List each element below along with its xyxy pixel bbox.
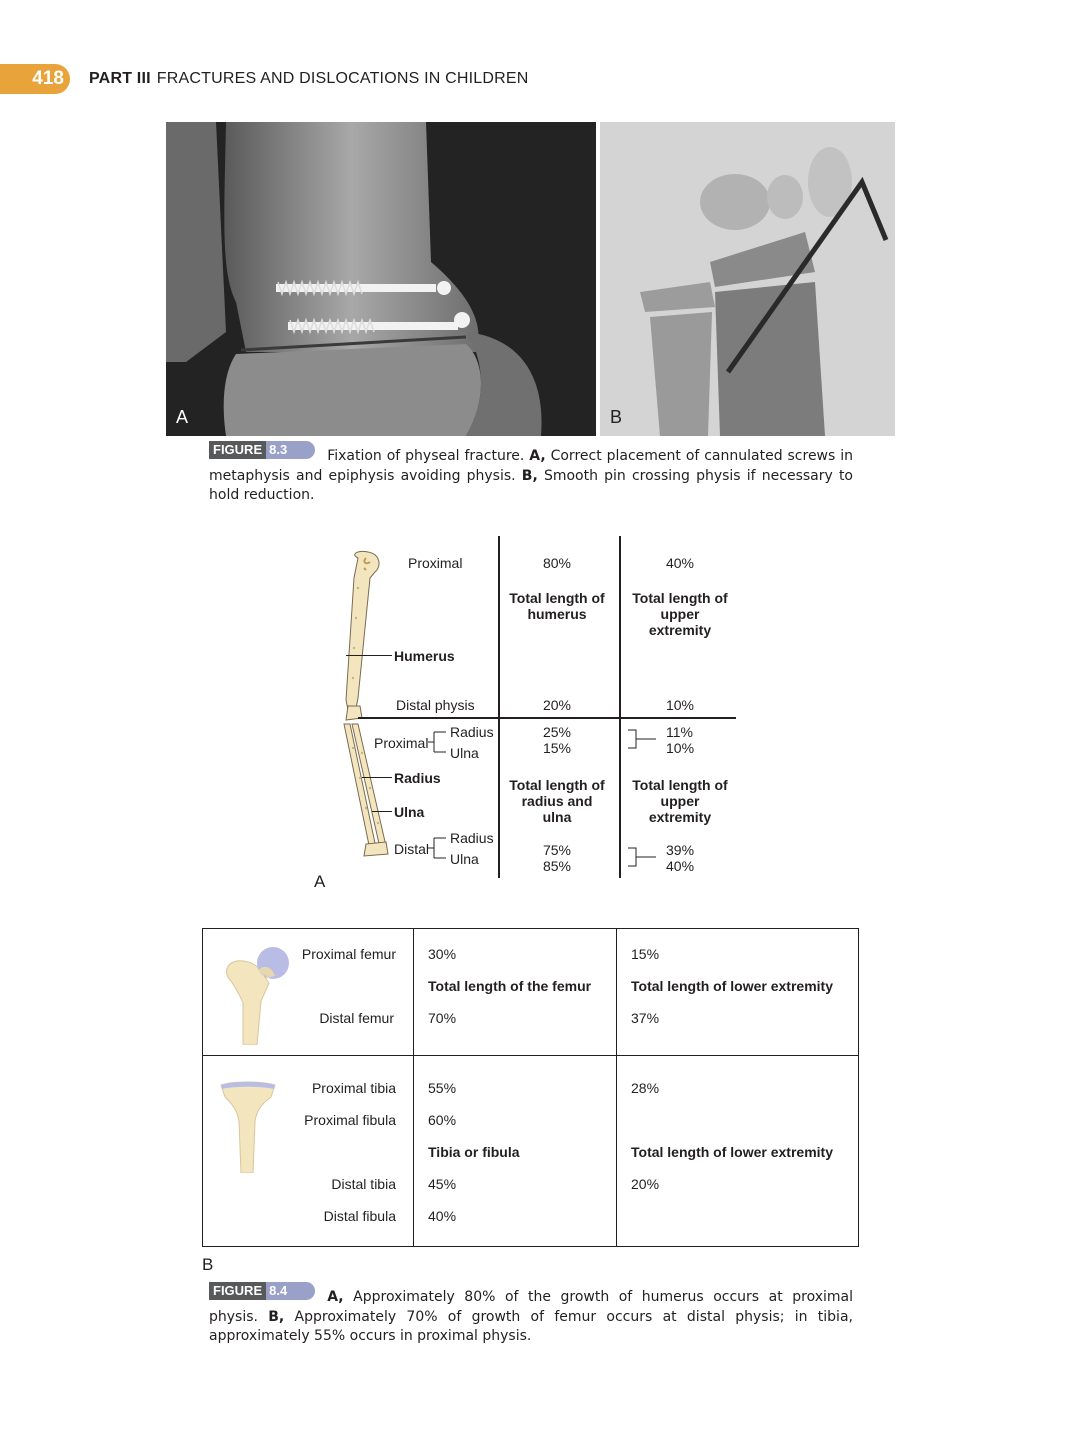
heading-total-length-femur: Total length of the femur bbox=[428, 978, 592, 994]
label-radius: Radius bbox=[394, 770, 441, 786]
heading-total-length-lower-extremity: Total length of lower extremity bbox=[631, 978, 833, 994]
heading-total-length-humerus: Total length of humerus bbox=[509, 590, 605, 622]
tibia-illustration bbox=[219, 1081, 279, 1173]
part-title: FRACTURES AND DISLOCATIONS IN CHILDREN bbox=[156, 70, 529, 87]
table-a-divider-2 bbox=[619, 536, 621, 878]
label-distal-femur: Distal femur bbox=[319, 1010, 394, 1026]
label-humerus: Humerus bbox=[394, 648, 455, 664]
xray-ankle-screws-image bbox=[166, 122, 596, 436]
label-proximal-fibula: Proximal fibula bbox=[304, 1112, 396, 1128]
pct-tibia-proximal: 55% bbox=[428, 1080, 457, 1096]
figure-8-4-panel-b-letter: B bbox=[202, 1255, 214, 1274]
label-radius-distal: Radius bbox=[450, 830, 494, 846]
heading-total-length-lower-extremity-2: Total length of lower extremity bbox=[631, 1144, 833, 1160]
pct-lower-extremity-tibia-proximal: 28% bbox=[631, 1080, 660, 1096]
pct-radius-proximal: 25% bbox=[542, 724, 572, 740]
heading-total-length-upper-extremity-2: Total length of upper extremity bbox=[632, 777, 728, 825]
heading-total-length-upper-extremity: Total length of upper extremity bbox=[632, 590, 728, 638]
pct-ulna-distal: 85% bbox=[542, 858, 572, 874]
bracket-col2-distal-icon bbox=[626, 846, 658, 870]
label-proximal-femur: Proximal femur bbox=[301, 946, 396, 962]
heading-tibia-or-fibula: Tibia or fibula bbox=[428, 1144, 520, 1160]
panel-a-letter: A bbox=[176, 407, 189, 427]
page-number: 418 bbox=[32, 68, 64, 89]
label-proximal-forearm: Proximal bbox=[374, 735, 429, 751]
label-distal-forearm: Distal bbox=[394, 841, 430, 857]
pct-lower-extremity-femur-distal: 37% bbox=[631, 1010, 660, 1026]
label-radius-proximal: Radius bbox=[450, 724, 494, 740]
ulna-leader bbox=[372, 811, 392, 812]
running-head bbox=[89, 70, 529, 88]
label-distal-physis: Distal physis bbox=[396, 697, 475, 713]
pct-upper-radius-distal: 39% bbox=[666, 842, 695, 858]
table-b-divider-2 bbox=[616, 929, 617, 1246]
pct-upper-extremity-proximal: 40% bbox=[665, 555, 695, 571]
arm-bones-illustration bbox=[320, 548, 400, 863]
pct-upper-ulna-proximal: 10% bbox=[666, 740, 695, 756]
panel-b-letter: B bbox=[610, 407, 623, 427]
figure-8-4-panel-a-letter: A bbox=[314, 872, 326, 891]
page-number-tab bbox=[0, 64, 70, 94]
label-ulna: Ulna bbox=[394, 804, 425, 820]
bracket-proximal-icon bbox=[428, 730, 448, 756]
figure-8-3-caption: FIGURE 8.3 Fixation of physeal fracture. A, Correct placement of cannulated screws in metaphysis and epiphysis avoiding physis. B, Smooth pin crossing physis if necessary to hold reduction. bbox=[209, 442, 853, 503]
part-label: PART III bbox=[89, 70, 151, 87]
label-proximal-tibia: Proximal tibia bbox=[311, 1080, 396, 1096]
femur-illustration bbox=[221, 941, 291, 1045]
heading-total-length-radius-ulna: Total length of radius and ulna bbox=[509, 777, 605, 825]
label-proximal: Proximal bbox=[408, 555, 463, 571]
humerus-leader bbox=[346, 655, 392, 656]
pct-upper-radius-proximal: 11% bbox=[666, 724, 693, 740]
pct-femur-distal: 70% bbox=[428, 1010, 457, 1026]
pct-upper-extremity-distal: 10% bbox=[665, 697, 695, 713]
pct-fibula-proximal: 60% bbox=[428, 1112, 457, 1128]
table-b-row-divider bbox=[203, 1055, 858, 1056]
label-ulna-distal: Ulna bbox=[450, 851, 479, 867]
pct-lower-extremity-tibia-distal: 20% bbox=[631, 1176, 660, 1192]
pct-lower-extremity-femur-proximal: 15% bbox=[631, 946, 660, 962]
pct-upper-ulna-distal: 40% bbox=[666, 858, 695, 874]
pct-tibia-distal: 45% bbox=[428, 1176, 457, 1192]
pct-radius-distal: 75% bbox=[542, 842, 572, 858]
pct-fibula-distal: 40% bbox=[428, 1208, 457, 1224]
table-a-divider-1 bbox=[498, 536, 500, 878]
pct-humerus-proximal: 80% bbox=[542, 555, 572, 571]
growth-table-lower-extremity bbox=[202, 928, 859, 1247]
pct-humerus-distal: 20% bbox=[542, 697, 572, 713]
xray-wrist-pin-image bbox=[600, 122, 895, 436]
pct-ulna-proximal: 15% bbox=[542, 740, 572, 756]
bracket-col2-proximal-icon bbox=[626, 728, 658, 752]
figure-8-4-caption: FIGURE 8.4 A, Approximately 80% of the growth of humerus occurs at proximal physis. B, Approximately 70% of growth of femur occurs at distal physis; in tibia, approximately 55% occurs in proximal physis. bbox=[209, 1283, 853, 1344]
pct-femur-proximal: 30% bbox=[428, 946, 457, 962]
figure-badge: FIGURE 8.3 bbox=[209, 441, 315, 459]
table-a-horizontal-rule bbox=[358, 717, 736, 719]
label-distal-fibula: Distal fibula bbox=[323, 1208, 396, 1224]
label-distal-tibia: Distal tibia bbox=[331, 1176, 396, 1192]
figure-badge: FIGURE 8.4 bbox=[209, 1282, 315, 1300]
radius-leader bbox=[362, 777, 392, 778]
label-ulna-proximal: Ulna bbox=[450, 745, 479, 761]
bracket-distal-icon bbox=[428, 836, 448, 862]
table-b-divider-1 bbox=[413, 929, 414, 1246]
